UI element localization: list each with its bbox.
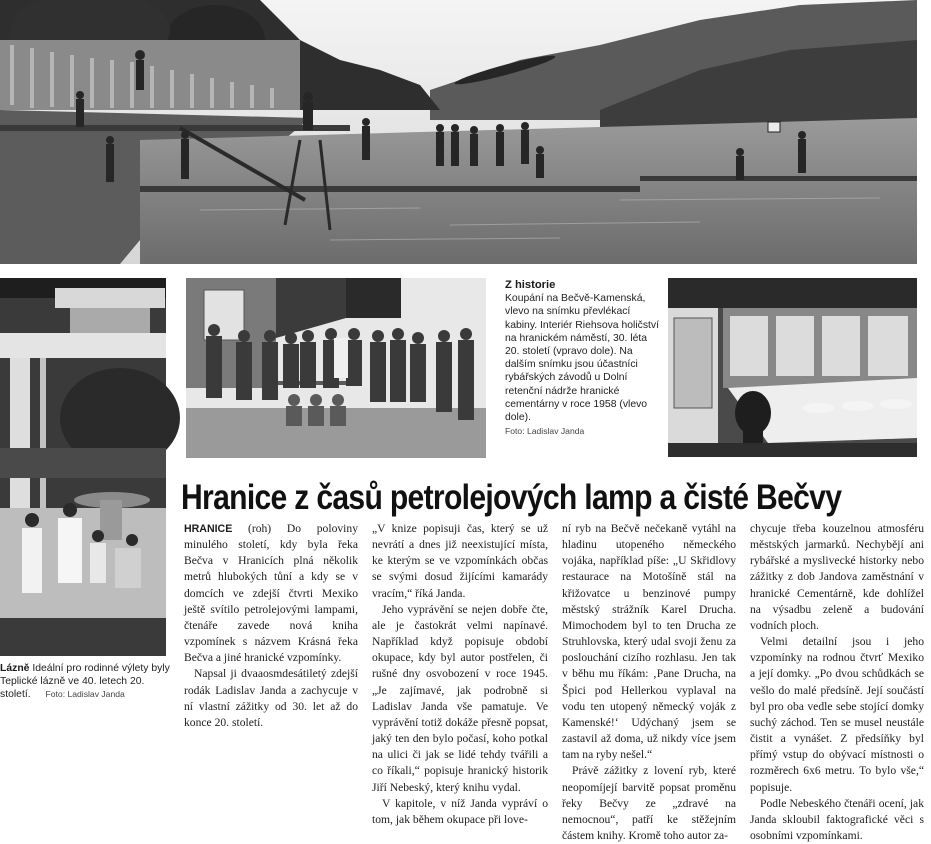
article-paragraph: Jeho vyprávění se nejen dobře čte, ale je častokrát velmi napínavé. Například když popisuje období okupace, kdy byl autor postřelen, či rušné dny osvobození v roce 1945. „Je zajímavé, jak podrobně si Ladislav Janda vše pamatuje. Ve vyprávění totiž dokáže přesně popsat, jaký ten den bylo počasí, koho potkal na ulici či jak se lidé tehdy tvářili a co říkali,“ popisuje hranický historik Jiří Nebeský, který knihu vydal. <box>372 602 548 794</box>
spa-caption-text: Ideální pro rodinné výlety byly Teplické lázně ve 40. letech 20. století. <box>0 663 170 701</box>
article-column-3 <box>562 521 736 844</box>
barbershop-illustration <box>668 278 917 457</box>
river-bathing-photo <box>0 0 917 264</box>
spa-photo-credit: Foto: Ladislav Janda <box>45 689 125 700</box>
article-headline: Hranice z časů petrolejových lamp a čisté Bečvy <box>181 478 842 517</box>
spa-caption-heading: Lázně <box>0 663 30 674</box>
history-caption-heading: Z historie <box>505 279 556 291</box>
history-caption <box>505 279 662 438</box>
history-caption-text: Koupání na Bečvě-Kamenská, vlevo na snímku převlékací kabiny. Interiér Riehsova holičství na hranickém náměstí, 30. léta 20. století (vpravo dole). Na dalším snímku jsou účastníci rybářských závodů u Dolní retenční nádrže hranické cementárny v roce 1958 (vlevo dole). <box>505 293 660 424</box>
fishing-group-illustration <box>186 278 486 458</box>
article-paragraph <box>184 521 358 666</box>
article-column-4 <box>750 521 924 844</box>
article-paragraph: Právě zážitky z lovení ryb, které neopomíjejí barvitě popsat proměnu řeky Bečvy ze „zdravé na nemocnou“, patří ke stěžejním částem knihy. Kromě toho autor za- <box>562 764 736 842</box>
spa-caption <box>0 662 175 702</box>
spa-family-illustration <box>0 278 166 656</box>
river-bathing-illustration <box>0 0 917 264</box>
article-paragraph: Napsal ji dvaaosmdesátiletý zdejší rodák Ladislav Janda a zachycuje v ní vlastní zážitky od 30. let až do konce 20. století. <box>184 667 358 729</box>
article-dateline: HRANICE <box>184 523 233 535</box>
fishing-contest-group-photo <box>186 278 486 458</box>
article-paragraph: V kapitole, v níž Janda vypráví o tom, jak během okupace při love- <box>372 796 548 826</box>
article-column-2 <box>372 521 548 828</box>
article-paragraph: „V knize popisuji čas, který se už nevrátí a dnes již neexistující místa, ke kterým se ve vzpomínkách občas se svými dosud žijícími kamarády vracím,“ říká Janda. <box>372 522 548 600</box>
article-paragraph: Velmi detailní jsou i jeho vzpomínky na rodnou čtvrť Mexiko a její domky. „Po dvou schůdkách se vešlo do malé předsíně. Její součástí byl pro oba vedle sebe stojící domky suchý záchod. Ten se musel neustále čistit a vynášet. Z předsíňky byl přímý vstup do obývací místnosti o rozměrech 6x6 metru. To bylo vše,“ popisuje. <box>750 635 924 794</box>
history-photo-credit: Foto: Ladislav Janda <box>505 426 585 437</box>
article-lead-text: (roh) Do poloviny minulého století, kdy byla řeka Bečva v Hranicích plná několik metrů hlubokých tůní a kdy se v domcích ve zdejší čtvrti Mexiko ještě svítilo petrolejovými lampami, čtenáře zavede nová kniha vzpomínek s názvem Krásná řeka Bečva a jiné hranické vzpomínky. <box>184 522 358 665</box>
spa-family-photo <box>0 278 166 656</box>
barbershop-interior-photo <box>668 278 917 457</box>
article-paragraph: chycuje třeba kouzelnou atmosféru městských jarmarků. Nechybějí ani rybářské a myslivecké historky nebo zážitky z dob Jandova zaměstnání v hranické Cementárně, kde dohlížel na výsadbu zeleně a budování vodních ploch. <box>750 522 924 632</box>
article-paragraph: Podle Nebeského čtenáři ocení, jak Janda skloubil faktografické věci s osobními vzpomínkami. <box>750 796 924 842</box>
article-paragraph: ní ryb na Bečvě nečekaně vytáhl na hladinu utopeného německého vojáka, například píše: „U Skřidlovy restaurace na Motošíně stál na křižovatce u benzinové pumpy městský strážník Karel Drucha. Mimochodem byl to ten Drucha ze Struhlovska, který udal svoji ženu za poslouchání cizího rozhlasu. Jen tak v běhu mu říkám: ‚Pane Drucha, na Špici pod Hellerkou vyplaval na vodu ten utopený německý voják z Kamenské!‘ Udýchaný jsem se zastavil až doma, už nikdy více jsem tam na ryby nešel.“ <box>562 522 736 762</box>
article-column-1 <box>184 521 358 731</box>
